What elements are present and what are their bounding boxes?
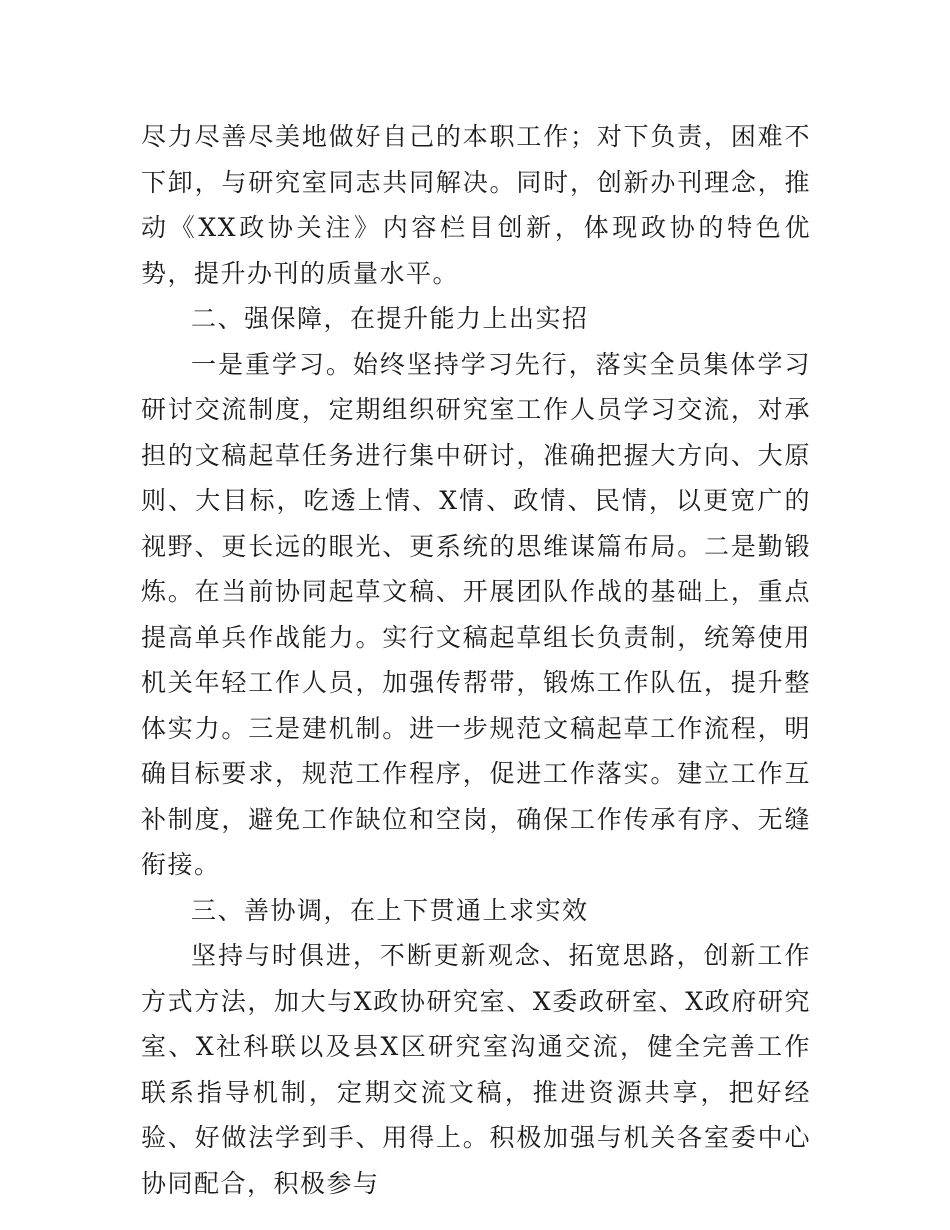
paragraph-continuation: 尽力尽善尽美地做好自己的本职工作；对下负责，困难不下卸，与研究室同志共同解决。同时，创新办刊理念，推动《XX政协关注》内容栏目创新，体现政协的特色优势，提升办刊的质量水平。 [141,122,811,288]
paragraph-section-2: 一是重学习。始终坚持学习先行，落实全员集体学习研讨交流制度，定期组织研究室工作人员学习交流，对承担的文稿起草任务进行集中研讨，准确把握大方向、大原则、大目标，吃透上情、X情、政情、民情，以更宽广的视野、更长远的眼光、更系统的思维谋篇布局。二是勤锻炼。在当前协同起草文稿、开展团队作战的基础上，重点提高单兵作战能力。实行文稿起草组长负责制，统筹使用机关年轻工作人员，加强传帮带，锻炼工作队伍，提升整体实力。三是建机制。进一步规范文稿起草工作流程，明确目标要求，规范工作程序，促进工作落实。建立工作互补制度，避免工作缺位和空岗，确保工作传承有序、无缝衔接。 [141,349,811,879]
document-body [141,114,811,1206]
paragraph-section-3: 坚持与时俱进，不断更新观念、拓宽思路，创新工作方式方法，加大与X政协研究室、X委政研室、X政府研究室、X社科联以及县X区研究室沟通交流，健全完善工作联系指导机制，定期交流文稿，推进资源共享，把好经验、好做法学到手、用得上。积极加强与机关各室委中心协同配合，积极参与 [141,941,811,1198]
section-heading-2: 二、强保障，在提升能力上出实招 [191,304,589,333]
section-heading-3: 三、善协调，在上下贯通上求实效 [191,895,589,925]
